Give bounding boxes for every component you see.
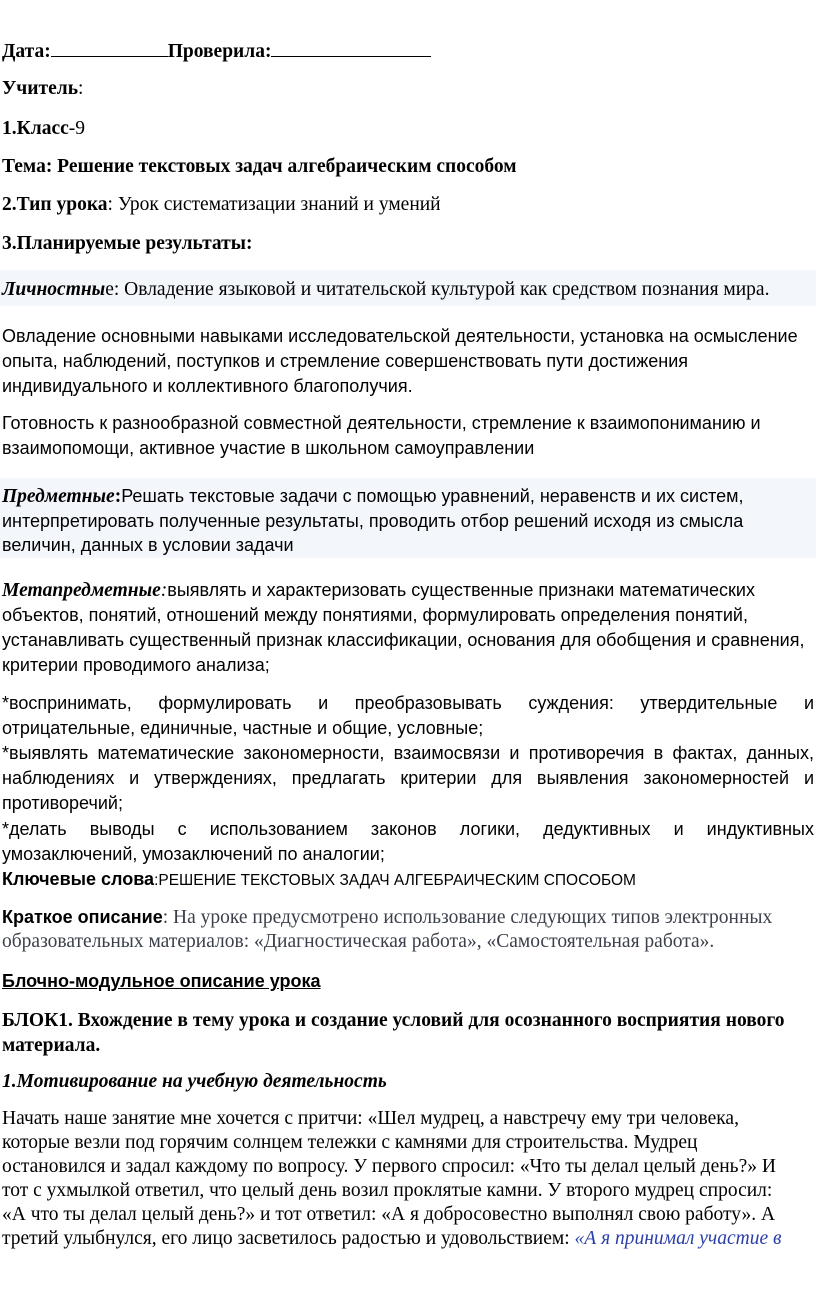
class-line: [2, 117, 85, 141]
subject-text: интерпретировать полученные результаты, проводить отбор решений исходя из смысла: [2, 511, 744, 531]
meta-line: [2, 578, 755, 603]
subject-colon: :: [114, 486, 122, 507]
parable-line: Начать наше занятие мне хочется с притчи: «Шел мудрец, а навстречу ему три человека,: [2, 1108, 739, 1129]
parable-line: тот с ухмылкой ответил, что целый день возил проклятые камни. У второго мудрец спросил:: [2, 1180, 773, 1201]
personal-line: [2, 278, 769, 302]
personal-label-tail: е: [105, 279, 114, 300]
bullet-line: наблюдениях и утверждениях, предлагать критерии для выявления закономерностей и: [2, 768, 814, 788]
subject-text: Решать текстовые задачи с помощью уравнений, неравенств и их систем,: [121, 486, 744, 506]
keywords-label: Ключевые слова: [2, 869, 155, 889]
block1-heading: БЛОК1. Вхождение в тему урока и создание условий для осознанного восприятия нового: [2, 1010, 785, 1031]
date-label: Дата:: [2, 41, 51, 62]
topic: Тема: Решение текстовых задач алгебраическим способом: [2, 156, 517, 177]
subject-line: [2, 484, 744, 509]
parable-line: которые везли под горячим солнцем тележки с камнями для строительства. Мудрец: [2, 1132, 698, 1153]
teacher-colon: :: [78, 78, 84, 99]
keywords-line: [2, 867, 636, 893]
bullet-line: отрицательные, единичные, частные и общие, условные;: [2, 718, 484, 738]
personal-text: : Овладение языковой и читательской культурой как средством познания мира.: [113, 279, 770, 300]
readiness-line: взаимопомощи, активное участие в школьном самоуправлении: [2, 438, 535, 458]
subject-label: Предметные: [2, 486, 115, 507]
parable-quote: «А я принимал участие в: [574, 1228, 782, 1249]
bullet-line: противоречий;: [2, 793, 123, 813]
bullet-line: *воспринимать, формулировать и преобразовывать суждения: утвердительные и: [2, 693, 814, 713]
block-description-heading: Блочно-модульное описание урока: [2, 971, 321, 991]
summary-text: образовательных материалов: «Диагностическая работа», «Самостоятельная работа».: [2, 931, 715, 952]
parable-line: «А что ты делал целый день?» и тот ответил: «А я добросовестно выполнял свою работу». А: [2, 1204, 776, 1225]
lesson-type-label: 2.Тип урока: [2, 194, 108, 215]
meta-text: устанавливать существенный признак классификации, основания для обобщения и сравнения,: [2, 630, 805, 650]
mastery-line: Овладение основными навыками исследовательской деятельности, установка на осмысление: [2, 326, 798, 346]
teacher-label: Учитель: [2, 78, 79, 99]
parable-text: третий улыбнулся, его лицо засветилось радостью и удовольствием:: [2, 1228, 575, 1249]
mastery-line: опыта, наблюдений, поступков и стремление совершенствовать пути достижения: [2, 351, 689, 371]
meta-colon: :: [160, 580, 168, 601]
meta-label: Метапредметные: [2, 580, 161, 601]
results-heading: 3.Планируемые результаты:: [2, 233, 253, 254]
bullet-line: *выявлять математические закономерности, взаимосвязи и противоречия в фактах, данных,: [2, 743, 814, 763]
checked-blank: [271, 38, 431, 57]
teacher-line: [2, 77, 83, 101]
meta-text: объектов, понятий, отношений между понятиями, формулировать определения понятий,: [2, 605, 748, 625]
mastery-line: индивидуального и коллективного благополучия.: [2, 376, 413, 396]
block1-heading: материала.: [2, 1035, 101, 1056]
summary-text: : На уроке предусмотрено использование следующих типов электронных: [162, 907, 773, 928]
lesson-type-value: : Урок систематизации знаний и умений: [107, 194, 441, 215]
bullet-line: умозаключений, умозаключений по аналогии;: [2, 844, 385, 864]
summary-line: [2, 905, 772, 930]
meta-text: выявлять и характеризовать существенные признаки математических: [167, 580, 755, 600]
class-value: -9: [68, 118, 86, 139]
parable-line: [2, 1227, 781, 1251]
subject-text: величин, данных в условии задачи: [2, 535, 294, 555]
meta-text: критерии проводимого анализа;: [2, 655, 270, 675]
checked-label: Проверила:: [167, 41, 272, 62]
date-checked-line: [2, 38, 431, 64]
date-blank: [51, 38, 168, 57]
motivation-heading: 1.Мотивирование на учебную деятельность: [2, 1071, 387, 1092]
parable-line: остановился и задал каждому по вопросу. У первого спросил: «Что ты делал целый день?» И: [2, 1156, 776, 1177]
summary-label: Краткое описание: [2, 907, 163, 927]
bullet-line: *делать выводы с использованием законов логики, дедуктивных и индуктивных: [2, 819, 814, 839]
class-label: 1.Класс: [2, 118, 69, 139]
readiness-line: Готовность к разнообразной совместной деятельности, стремление к взаимопониманию и: [2, 413, 761, 433]
lesson-type-line: [2, 193, 441, 217]
personal-label: Личностны: [2, 279, 106, 300]
keywords-value: :РЕШЕНИЕ ТЕКСТОВЫХ ЗАДАЧ АЛГЕБРАИЧЕСКИМ СПОСОБОМ: [154, 872, 636, 889]
